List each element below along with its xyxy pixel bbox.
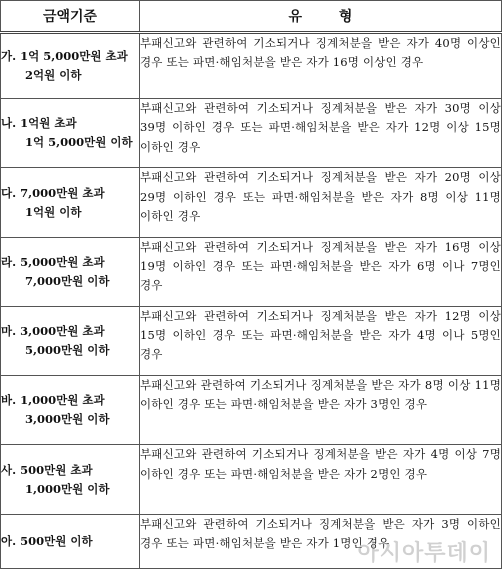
amount-line1: 나. 1억원 초과 [1, 116, 77, 131]
amount-line1: 사. 500만원 초과 [1, 462, 93, 477]
table-row [1, 445, 502, 514]
table-row [1, 237, 502, 306]
table-row [1, 33, 502, 99]
amount-cell [1, 33, 140, 99]
amount-cell [1, 99, 140, 168]
watermark-logo: 아시아투데이 [357, 541, 491, 566]
description-cell: 부패신고와 관련하여 기소되거나 징계처분을 받은 자가 40명 이상인 경우 또는 파면·해임처분을 받은 자가 16명 이상인 경우 [140, 33, 502, 99]
amount-line1: 아. 500만원 이하 [1, 533, 93, 548]
amount-line2: 1억 5,000만원 이하 [25, 135, 133, 150]
description-cell: 부패신고와 관련하여 기소되거나 징계처분을 받은 자가 12명 이상 15명 이하인 경우 또는 파면·해임처분을 받은 자가 4명 이나 5명인 경우 [140, 306, 502, 375]
amount-cell [1, 376, 140, 445]
table-row [1, 99, 502, 168]
table-row [1, 168, 502, 237]
amount-line2: 3,000만원 이하 [25, 412, 110, 427]
amount-line2: 1억원 이하 [25, 204, 82, 219]
description-cell: 부패신고와 관련하여 기소되거나 징계처분을 받은 자가 3명 이하인 경우 또는 파면·해임처분을 받은 자가 1명인 경우 [140, 514, 502, 568]
header-amount: 금액기준 [1, 1, 140, 33]
table-row [1, 306, 502, 375]
table-row [1, 376, 502, 445]
amount-line1: 다. 7,000만원 초과 [1, 185, 105, 200]
amount-cell [1, 306, 140, 375]
amount-cell [1, 514, 140, 568]
amount-line2: 7,000만원 이하 [25, 273, 110, 288]
amount-cell [1, 445, 140, 514]
description-cell: 부패신고와 관련하여 기소되거나 징계처분을 받은 자가 20명 이상 29명 이하인 경우 또는 파면·해임처분을 받은 자가 8명 이상 11명 이하인 경우 [140, 168, 502, 237]
description-cell: 부패신고와 관련하여 기소되거나 징계처분을 받은 자가 4명 이상 7명 이하인 경우 또는 파면·해임처분을 받은 자가 2명인 경우 [140, 445, 502, 514]
header-type: 유 형 [140, 1, 502, 33]
amount-line2: 1,000만원 이하 [25, 481, 110, 496]
amount-line2: 2억원 이하 [25, 68, 82, 83]
description-cell: 부패신고와 관련하여 기소되거나 징계처분을 받은 자가 30명 이상 39명 이하인 경우 또는 파면·해임처분을 받은 자가 12명 이상 15명 이하인 경우 [140, 99, 502, 168]
description-cell: 부패신고와 관련하여 기소되거나 징계처분을 받은 자가 8명 이상 11명 이하인 경우 또는 파면·해임처분을 받은 자가 3명인 경우 [140, 376, 502, 445]
table-header-row [1, 1, 502, 33]
amount-line2: 5,000만원 이하 [25, 343, 110, 358]
amount-line1: 가. 1억 5,000만원 초과 [1, 49, 128, 64]
amount-cell [1, 237, 140, 306]
amount-line1: 바. 1,000만원 초과 [1, 393, 105, 408]
description-cell: 부패신고와 관련하여 기소되거나 징계처분을 받은 자가 16명 이상 19명 이하인 경우 또는 파면·해임처분을 받은 자가 6명 이나 7명인 경우 [140, 237, 502, 306]
amount-line1: 라. 5,000만원 초과 [1, 254, 105, 269]
amount-line1: 마. 3,000만원 초과 [1, 324, 105, 339]
amount-cell [1, 168, 140, 237]
